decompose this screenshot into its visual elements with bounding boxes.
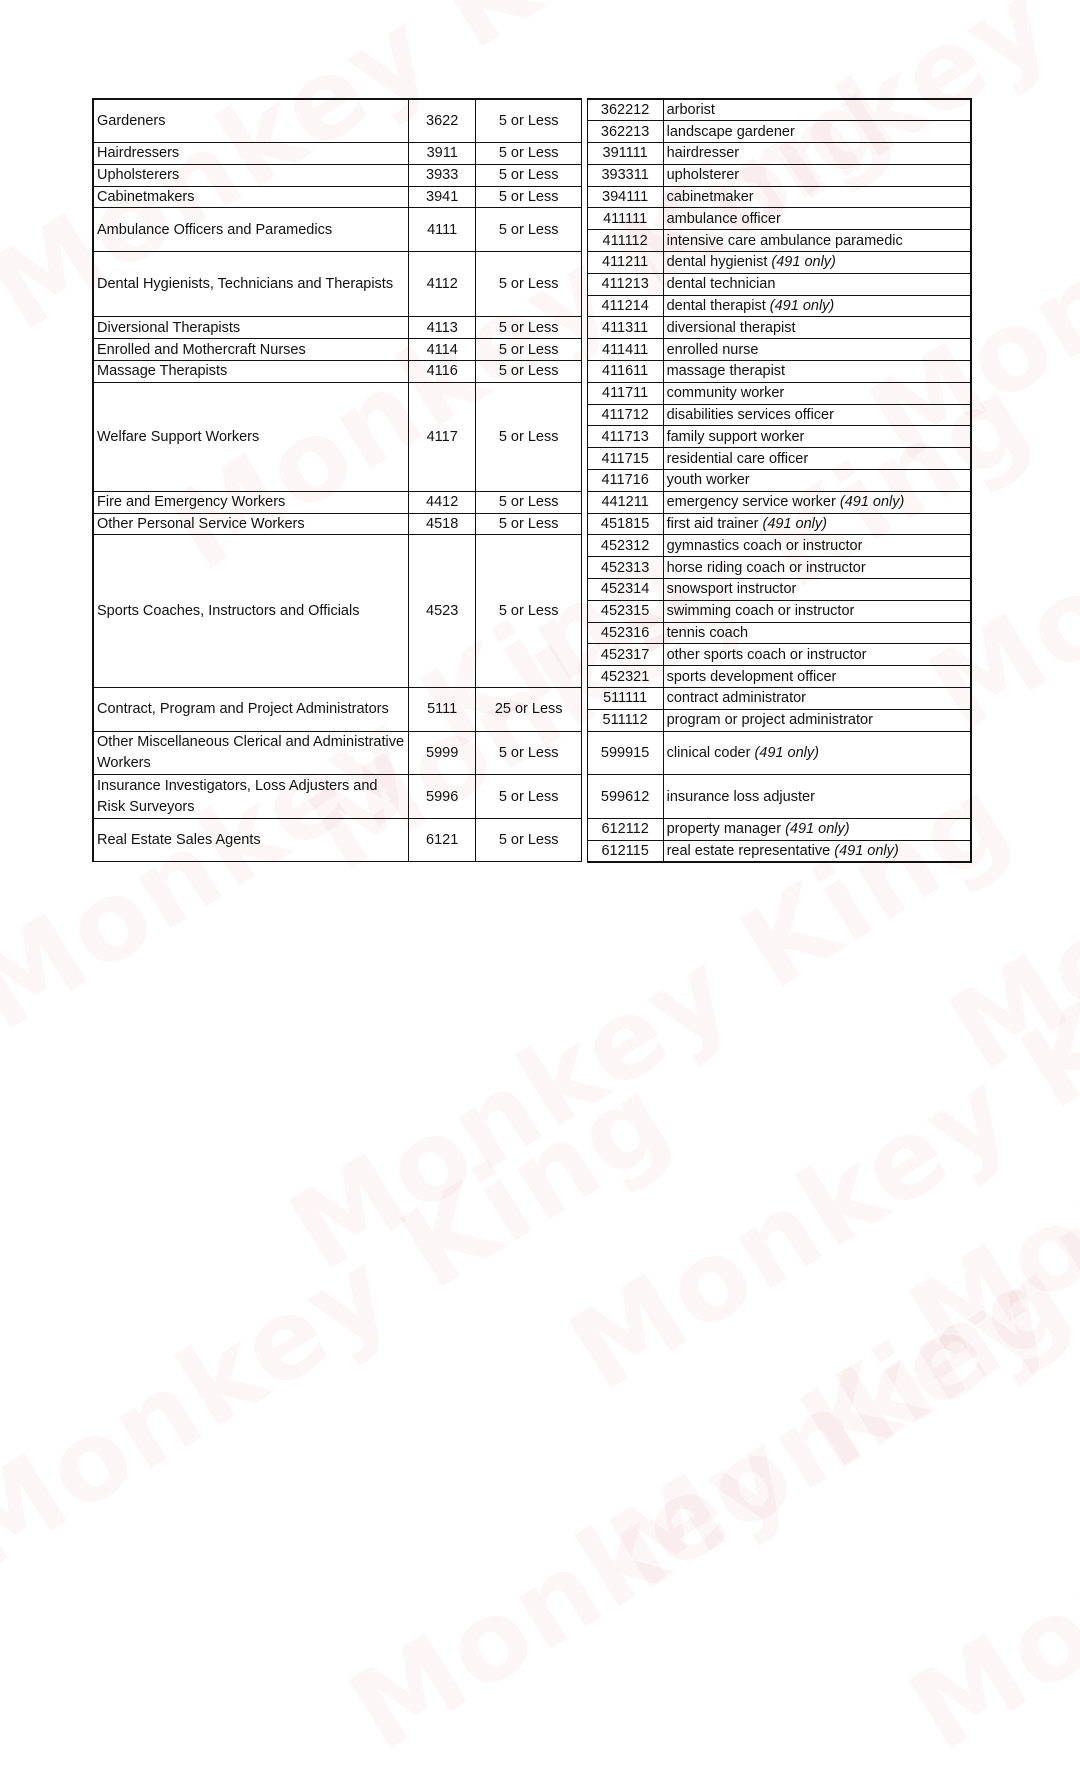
occupation-code: 362213: [587, 121, 663, 143]
size-value: 5 or Less: [476, 535, 581, 688]
size-value: 5 or Less: [476, 361, 581, 383]
occupation-code: 411712: [587, 404, 663, 426]
occupation-title: [663, 818, 971, 840]
occupation-title: [663, 404, 971, 426]
occupation-code: 612112: [587, 818, 663, 840]
occupation-title: [663, 273, 971, 295]
size-value: 5 or Less: [476, 491, 581, 513]
table-row: [93, 818, 971, 840]
occupation-title: [663, 186, 971, 208]
watermark-text: [548, 872, 1080, 1415]
visa-note: (491 only): [762, 516, 827, 533]
occupation-title-text: ambulance officer: [666, 210, 781, 227]
occupation-code: 451815: [587, 513, 663, 535]
watermark-text: [888, 1232, 1080, 1775]
occupation-title-text: other sports coach or instructor: [666, 646, 867, 663]
occupation-title-text: cabinetmaker: [666, 189, 754, 206]
occupation-name: Insurance Investigators, Loss Adjusters and Risk Surveyors: [93, 775, 408, 819]
occupation-title: [663, 644, 971, 666]
occupation-title-text: clinical coder: [666, 744, 751, 761]
table-row: [93, 775, 971, 819]
size-value: 5 or Less: [476, 731, 581, 775]
occupation-code: 452315: [587, 600, 663, 622]
watermark-text: [588, 1072, 1080, 1615]
size-value: 5 or Less: [476, 339, 581, 361]
occupation-code: 411111: [587, 208, 663, 230]
occupation-title: [663, 579, 971, 601]
size-value: 5 or Less: [476, 317, 581, 339]
occupation-title-text: dental therapist: [666, 298, 766, 315]
occupation-code: 599612: [587, 775, 663, 819]
occupation-title: [663, 600, 971, 622]
occupation-code: 612115: [587, 840, 663, 862]
occupation-title: [663, 426, 971, 448]
anzsco-unit-code: 3622: [408, 99, 476, 143]
occupation-code: 411311: [587, 317, 663, 339]
occupation-name: Fire and Emergency Workers: [93, 491, 408, 513]
occupation-title-text: insurance loss adjuster: [666, 788, 815, 805]
occupation-title: [663, 164, 971, 186]
occupation-title: [663, 535, 971, 557]
occupation-name: Massage Therapists: [93, 361, 408, 383]
occupation-name: Ambulance Officers and Paramedics: [93, 208, 408, 252]
occupation-code: 452314: [587, 579, 663, 601]
visa-note: (491 only): [754, 744, 819, 761]
watermark-text: [328, 1232, 1080, 1775]
anzsco-unit-code: 4116: [408, 361, 476, 383]
occupation-title-text: dental hygienist: [666, 254, 768, 271]
anzsco-unit-code: 4523: [408, 535, 476, 688]
occupation-title-text: contract administrator: [666, 690, 807, 707]
occupation-title-text: tennis coach: [666, 625, 749, 642]
table-row: [93, 99, 971, 121]
size-value: 5 or Less: [476, 252, 581, 317]
occupation-title: [663, 775, 971, 819]
occupation-title: [663, 622, 971, 644]
occupation-title: [663, 557, 971, 579]
occupation-title-text: enrolled nurse: [666, 341, 759, 358]
occupation-code: 511112: [587, 709, 663, 731]
occupation-title: [663, 470, 971, 492]
occupation-title-text: massage therapist: [666, 363, 786, 380]
occupation-title-text: gymnastics coach or instructor: [666, 537, 863, 554]
table-row: [93, 208, 971, 230]
visa-note: (491 only): [771, 254, 836, 271]
occupation-code: 411211: [587, 252, 663, 274]
table-row: [93, 688, 971, 710]
occupation-code: 452317: [587, 644, 663, 666]
occupation-name: Welfare Support Workers: [93, 382, 408, 491]
occupation-name: Diversional Therapists: [93, 317, 408, 339]
occupation-title-text: horse riding coach or instructor: [666, 559, 866, 576]
occupation-code: 452313: [587, 557, 663, 579]
size-value: 25 or Less: [476, 688, 581, 732]
occupation-title: [663, 361, 971, 383]
occupation-title: [663, 317, 971, 339]
occupation-code: 441211: [587, 491, 663, 513]
occupation-code: 411411: [587, 339, 663, 361]
anzsco-unit-code: 4518: [408, 513, 476, 535]
visa-note: (491 only): [839, 494, 905, 511]
table-row: [93, 143, 971, 165]
occupation-title: [663, 448, 971, 470]
table-row: [93, 491, 971, 513]
size-value: 5 or Less: [476, 164, 581, 186]
anzsco-unit-code: 3911: [408, 143, 476, 165]
size-value: 5 or Less: [476, 382, 581, 491]
occupation-title: [663, 513, 971, 535]
occupation-title-text: real estate representative: [666, 842, 831, 859]
occupation-code: 411711: [587, 382, 663, 404]
visa-note: (491 only): [785, 821, 850, 838]
occupation-code: 452321: [587, 666, 663, 688]
occupation-code: 411716: [587, 470, 663, 492]
anzsco-unit-code: 3933: [408, 164, 476, 186]
occupation-title-text: youth worker: [666, 472, 750, 489]
watermark-text: [0, 1052, 692, 1595]
anzsco-unit-code: 5999: [408, 731, 476, 775]
occupation-code: 452312: [587, 535, 663, 557]
occupation-title-text: family support worker: [666, 428, 805, 445]
size-value: 5 or Less: [476, 775, 581, 819]
occupation-title-text: disabilities services officer: [666, 407, 834, 424]
anzsco-unit-code: 4113: [408, 317, 476, 339]
occupation-code: 391111: [587, 143, 663, 165]
table-row: [93, 731, 971, 775]
occupation-code: 411112: [587, 230, 663, 252]
occupation-title-text: community worker: [666, 385, 785, 402]
size-value: 5 or Less: [476, 818, 581, 862]
occupation-title: [663, 143, 971, 165]
occupation-title-text: first aid trainer: [666, 516, 759, 533]
occupation-name: Upholsterers: [93, 164, 408, 186]
occupation-name: Gardeners: [93, 99, 408, 143]
occupation-title: [663, 666, 971, 688]
occupation-title: [663, 339, 971, 361]
occupation-title-text: sports development officer: [666, 668, 837, 685]
visa-note: (491 only): [769, 298, 835, 315]
table-row: [93, 339, 971, 361]
occupation-title: [663, 230, 971, 252]
occupation-title-text: dental technician: [666, 276, 776, 293]
occupation-title-text: diversional therapist: [666, 319, 796, 336]
table-row: [93, 164, 971, 186]
table-row: [93, 361, 971, 383]
occupation-title-text: snowsport instructor: [666, 581, 797, 598]
anzsco-unit-code: 4117: [408, 382, 476, 491]
occupation-name: Dental Hygienists, Technicians and Therapists: [93, 252, 408, 317]
occupation-code: 452316: [587, 622, 663, 644]
occupation-name: Sports Coaches, Instructors and Officials: [93, 535, 408, 688]
occupation-name: Hairdressers: [93, 143, 408, 165]
table-row: [93, 535, 971, 557]
occupation-name: Enrolled and Mothercraft Nurses: [93, 339, 408, 361]
occupation-title: [663, 688, 971, 710]
occupation-code: 394111: [587, 186, 663, 208]
occupation-code: 411713: [587, 426, 663, 448]
table-row: [93, 252, 971, 274]
occupation-code: 599915: [587, 731, 663, 775]
occupation-title: [663, 709, 971, 731]
occupation-title: [663, 491, 971, 513]
anzsco-unit-code: 3941: [408, 186, 476, 208]
occupation-table: [92, 98, 972, 863]
anzsco-unit-code: 5996: [408, 775, 476, 819]
table-row: [93, 186, 971, 208]
occupation-title: [663, 382, 971, 404]
size-value: 5 or Less: [476, 513, 581, 535]
occupation-title: [663, 208, 971, 230]
occupation-title: [663, 121, 971, 143]
size-value: 5 or Less: [476, 186, 581, 208]
size-value: 5 or Less: [476, 208, 581, 252]
table-row: [93, 317, 971, 339]
occupation-name: Contract, Program and Project Administrators: [93, 688, 408, 732]
occupation-title: [663, 295, 971, 317]
table-row: [93, 382, 971, 404]
occupation-code: 411715: [587, 448, 663, 470]
occupation-code: 393311: [587, 164, 663, 186]
anzsco-unit-code: 4114: [408, 339, 476, 361]
watermark-text: [888, 842, 1080, 1385]
occupation-name: Cabinetmakers: [93, 186, 408, 208]
occupation-title-text: hairdresser: [666, 145, 740, 162]
size-value: 5 or Less: [476, 143, 581, 165]
occupation-name: Other Personal Service Workers: [93, 513, 408, 535]
anzsco-unit-code: 5111: [408, 688, 476, 732]
occupation-code: 411213: [587, 273, 663, 295]
table-row: [93, 513, 971, 535]
occupation-title-text: landscape gardener: [666, 123, 795, 140]
occupation-title: [663, 731, 971, 775]
anzsco-unit-code: 6121: [408, 818, 476, 862]
occupation-code: 511111: [587, 688, 663, 710]
occupation-title-text: residential care officer: [666, 450, 809, 467]
occupation-title-text: intensive care ambulance paramedic: [666, 232, 903, 249]
occupation-title: [663, 252, 971, 274]
occupation-name: Other Miscellaneous Clerical and Administrative Workers: [93, 731, 408, 775]
occupation-title-text: upholsterer: [666, 167, 740, 184]
occupation-title-text: property manager: [666, 821, 782, 838]
occupation-title-text: swimming coach or instructor: [666, 603, 855, 620]
occupation-code: 411214: [587, 295, 663, 317]
occupation-title-text: arborist: [666, 102, 715, 119]
occupation-title: [663, 99, 971, 121]
anzsco-unit-code: 4412: [408, 491, 476, 513]
occupation-title-text: emergency service worker: [666, 494, 836, 511]
size-value: 5 or Less: [476, 99, 581, 143]
anzsco-unit-code: 4112: [408, 252, 476, 317]
occupation-name: Real Estate Sales Agents: [93, 818, 408, 862]
anzsco-unit-code: 4111: [408, 208, 476, 252]
occupation-code: 411611: [587, 361, 663, 383]
occupation-code: 362212: [587, 99, 663, 121]
occupation-title-text: program or project administrator: [666, 712, 873, 729]
occupation-title: [663, 840, 971, 862]
visa-note: (491 only): [834, 842, 899, 859]
